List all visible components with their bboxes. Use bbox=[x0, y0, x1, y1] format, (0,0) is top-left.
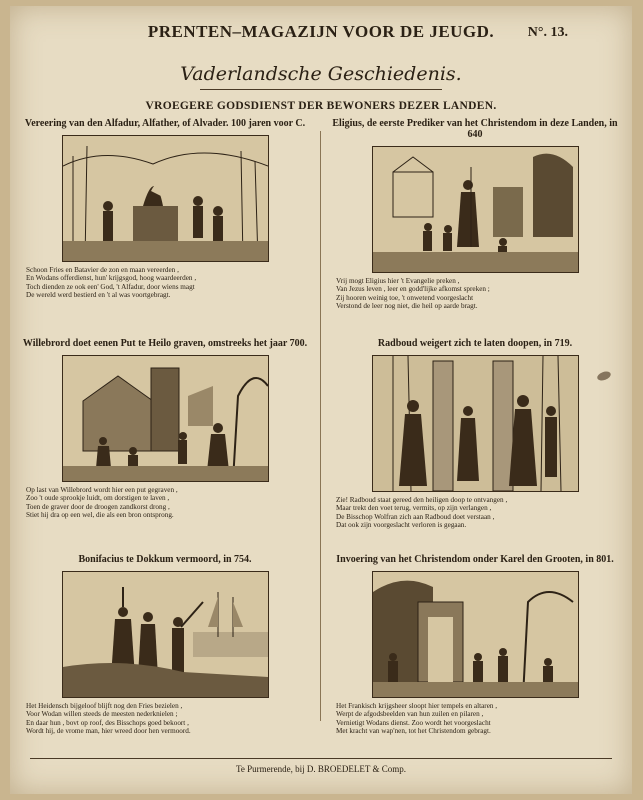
series-subtitle: Vaderlandsche Geschiedenis. bbox=[180, 63, 462, 85]
footer-rule bbox=[30, 758, 612, 759]
panel-title: Eligius, de eerste Prediker van het Christendom in deze Landen, in 640 bbox=[332, 118, 618, 140]
publisher-imprint: Te Purmerende, bij D. BROEDELET & Comp. bbox=[236, 764, 406, 774]
panel-verse: Op last van Willebrord wordt hier een put gegraven , Zoo 't oude sprookje luidt, om dorstigen te laven , Toen de graver door de droogen zandkorst drong , Stiet hij dra op een wel, die als een bron ontsprong. bbox=[26, 486, 178, 520]
panel-verse: Schoon Fries en Batavier de zon en maan vereerden , En Wodans offerdienst, hun' krijgsgod, hoog waardeerden , Toch dienden ze ook een' God, 't Alfadur, door wiens magt De wereld werd bestierd en 't al was voortgebragt. bbox=[26, 266, 197, 300]
panel-title: Bonifacius te Dokkum vermoord, in 754. bbox=[78, 554, 252, 565]
panel-title: Vereering van den Alfadur, Alfather, of Alvader. 100 jaren voor C. bbox=[24, 118, 306, 129]
panel-verse: Het Heidensch bijgeloof blijft nog den Fries bezielen , Voor Wodan willen steeds de meesten nederknielen ; En daar hun , bovt op roof, des Bisschops goed bekoort , Wordt hij, de vrome man, hier wreed door hen vermoord. bbox=[26, 702, 191, 736]
subtitle-rule bbox=[200, 89, 442, 90]
temple-destruction-engraving-icon bbox=[372, 571, 579, 698]
panel-willebrord bbox=[20, 338, 310, 520]
panel-title: Radboud weigert zich te laten doopen, in 719. bbox=[377, 338, 573, 349]
panel-verse: Het Frankisch krijgsheer sloopt hier tempels en altaren , Werpt de afgodsbeelden van hun zuilen en pilaren , Vernietigt Wodans dienst. Zoo wordt het voorgeslacht Met kracht van wap'nen, tot het Christendom gebragt. bbox=[336, 702, 498, 736]
print-sheet bbox=[10, 6, 632, 794]
page-title: PRENTEN–MAGAZIJN VOOR DE JEUGD. bbox=[147, 22, 495, 41]
panel-title: Invoering van het Christendom onder Karel den Grooten, in 801. bbox=[336, 554, 614, 565]
panel-eligius bbox=[330, 118, 620, 311]
attack-by-the-shore-engraving-icon bbox=[62, 571, 269, 698]
church-well-digging-engraving-icon bbox=[62, 355, 269, 482]
preacher-at-altar-engraving-icon bbox=[372, 146, 579, 273]
panel-alfadur bbox=[20, 118, 310, 300]
panel-title: Willebrord doet eenen Put te Heilo graven, omstreeks het jaar 700. bbox=[22, 338, 308, 349]
sacrificial-fire-engraving-icon bbox=[62, 135, 269, 262]
panel-karel bbox=[330, 554, 620, 736]
main-heading: VROEGERE GODSDIENST DER BEWONERS DEZER LANDEN. bbox=[145, 100, 497, 112]
column-divider bbox=[320, 131, 321, 721]
sheet-number: N°. 13. bbox=[527, 25, 568, 40]
panel-bonifacius bbox=[20, 554, 310, 736]
panel-verse: Zie! Radboud staat gereed den heiligen doop te ontvangen , Maar trekt den voet terug, vermits, op zijn verlangen , De Bisschop Wolfran zich aan Radboud doet verstaan , Dat ook zijn voorgeslacht verloren is gegaan. bbox=[336, 496, 508, 530]
panel-verse: Vrij mogt Eligius hier 't Evangelie preken , Van Jezus leven , leer en godd'lijke afkomst spreken ; Zij hooren weinig toe, 't onwetend voorgeslacht Verstond de leer nog niet, die heil op aarde bragt. bbox=[336, 277, 490, 311]
refused-baptism-engraving-icon bbox=[372, 355, 579, 492]
panel-radboud bbox=[330, 338, 620, 530]
